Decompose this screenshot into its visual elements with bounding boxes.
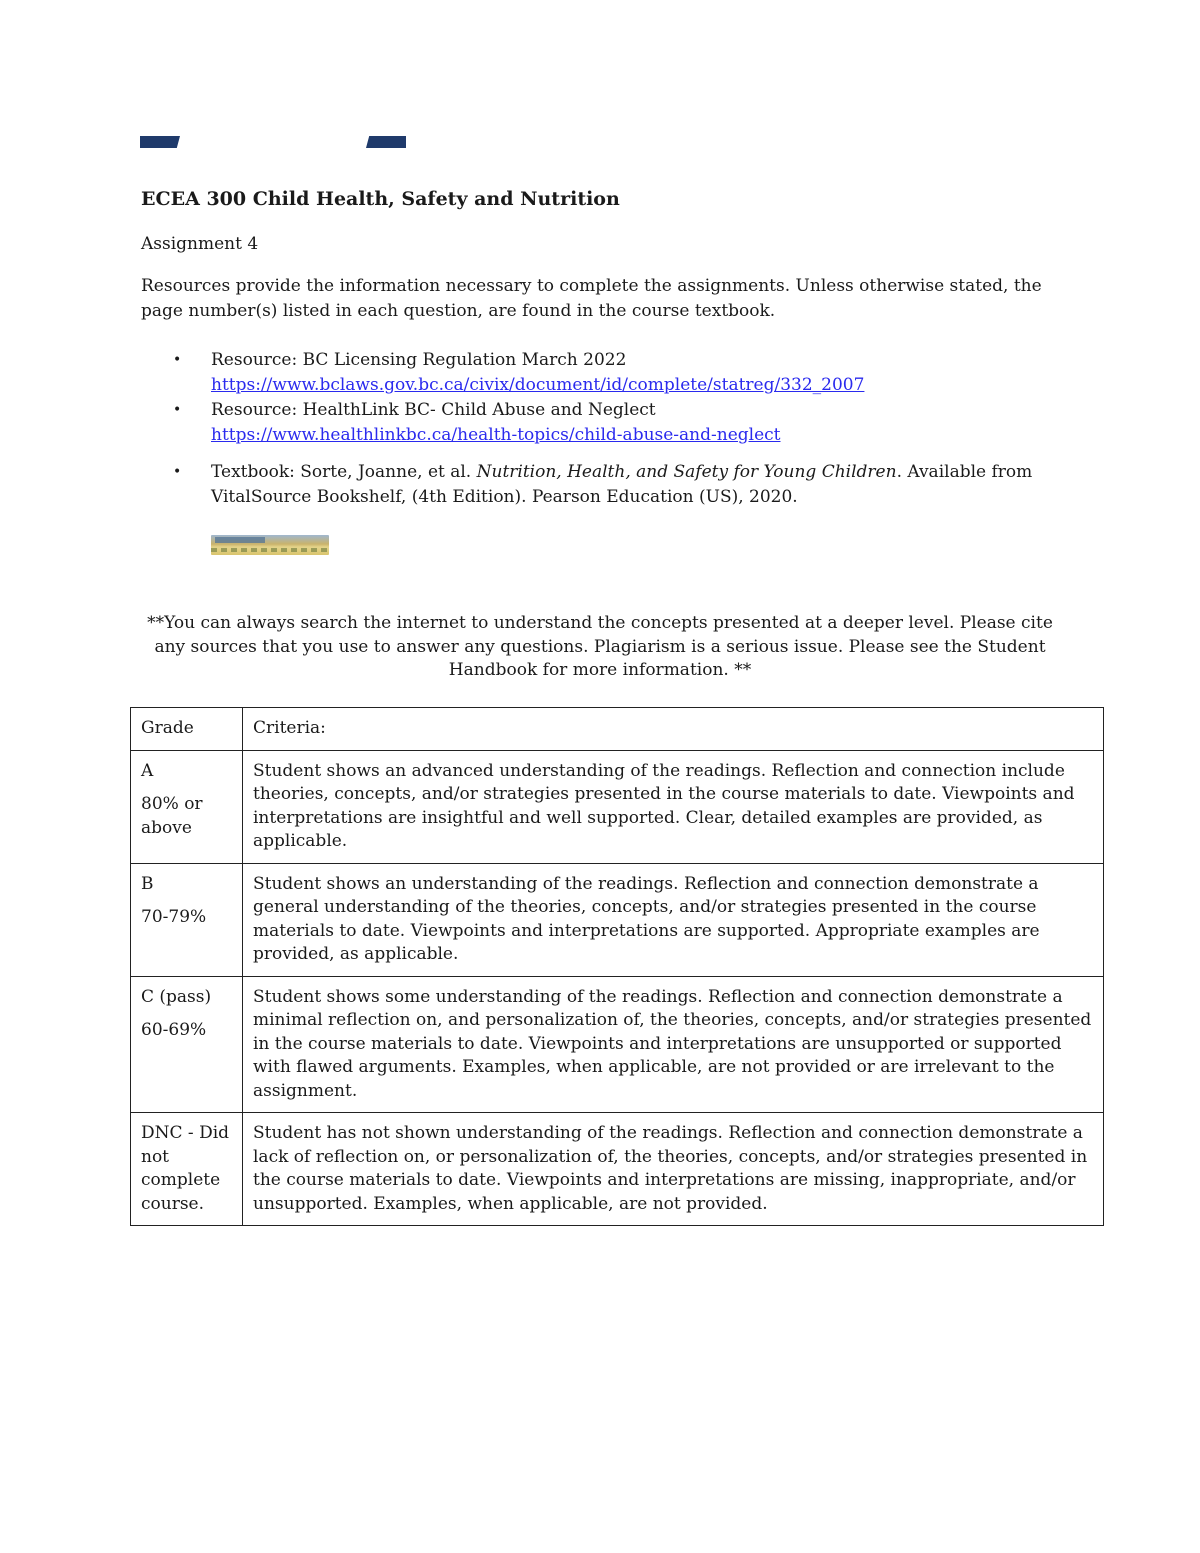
grade-header: Grade [131, 708, 243, 751]
table-row [131, 976, 1104, 1113]
grade-range: 70-79% [141, 907, 207, 927]
grade-cell [131, 750, 243, 863]
textbook-title: Nutrition, Health, and Safety for Young Children [476, 462, 897, 482]
grade-letter: A [141, 760, 154, 781]
criteria-cell: Student shows an advanced understanding of the readings. Reflection and connection include theories, concepts, and/or strategies presented in the course materials to date. Viewpoints and interpretations are insightful and well supported. Clear, detailed examples are provided, as applicable. [243, 750, 1104, 863]
table-row [131, 863, 1104, 976]
table-row [131, 750, 1104, 863]
cover-banner [215, 537, 265, 543]
logo-fragment-left [140, 136, 180, 148]
intro-paragraph: Resources provide the information necessary to complete the assignments. Unless otherwise stated, the page number(s) listed in each question, are found in the course textbook. [141, 276, 1042, 321]
resource-list [141, 348, 1081, 510]
criteria-cell: Student has not shown understanding of the readings. Reflection and connection demonstrate a lack of reflection on, or personalization of, the theories, concepts, and/or strategies presented in the course materials to date. Viewpoints and interpretations are missing, inappropriate, and/or unsupported. Examples, when applicable, are not provided. [243, 1113, 1104, 1226]
list-item [141, 398, 1081, 448]
logo-fragment-right [366, 136, 406, 148]
textbook-cover-image[interactable] [211, 535, 329, 555]
healthlink-link[interactable]: https://www.healthlinkbc.ca/health-topics/child-abuse-and-neglect [211, 425, 781, 445]
bc-licensing-link[interactable]: https://www.bclaws.gov.bc.ca/civix/document/id/complete/statreg/332_2007 [211, 375, 865, 395]
cover-strip [211, 548, 329, 552]
grade-range: 60-69% [141, 1020, 207, 1040]
plagiarism-notice: **You can always search the internet to understand the concepts presented at a deeper level. Please cite any sources that you use to answer any questions. Plagiarism is a serious issue. Please see the Student Handbook for more information. ** [147, 613, 1053, 680]
list-item [141, 348, 1081, 398]
grade-range: 80% or above [141, 794, 203, 838]
list-item [141, 460, 1081, 510]
assignment-number: Assignment 4 [141, 234, 259, 254]
bullet-icon: • [173, 402, 182, 418]
bullet-icon: • [173, 352, 182, 368]
criteria-cell: Student shows some understanding of the readings. Reflection and connection demonstrate a minimal reflection on, and personalization of, the theories, concepts, and/or strategies presented in the course materials to date. Viewpoints and interpretations are unsupported or supported with flawed arguments. Examples, when applicable, are not provided or are irrelevant to the assignment. [243, 976, 1104, 1113]
grading-rubric-table [130, 707, 1104, 1226]
grade-cell [131, 976, 243, 1113]
grade-cell [131, 863, 243, 976]
bullet-icon: • [173, 464, 182, 480]
criteria-cell: Student shows an understanding of the readings. Reflection and connection demonstrate a general understanding of the theories, concepts, and/or strategies presented in the course materials to date. Viewpoints and interpretations are supported. Appropriate examples are provided, as applicable. [243, 863, 1104, 976]
table-header-row [131, 708, 1104, 751]
grade-letter: B [141, 873, 154, 894]
document-title: ECEA 300 Child Health, Safety and Nutrition [141, 188, 620, 210]
resource-label: Resource: HealthLink BC- Child Abuse and Neglect [211, 400, 656, 420]
textbook-citation-end: . Available from VitalSource Bookshelf, (4th Edition). Pearson Education (US), 2020. [211, 462, 1033, 507]
grade-letter: DNC - Did not complete course. [141, 1123, 230, 1214]
resource-label: Resource: BC Licensing Regulation March 2022 [211, 350, 627, 370]
criteria-header: Criteria: [243, 708, 1104, 751]
grade-cell [131, 1113, 243, 1226]
grade-letter: C (pass) [141, 986, 212, 1007]
table-row [131, 1113, 1104, 1226]
textbook-citation-start: Textbook: Sorte, Joanne, et al. [211, 462, 477, 482]
